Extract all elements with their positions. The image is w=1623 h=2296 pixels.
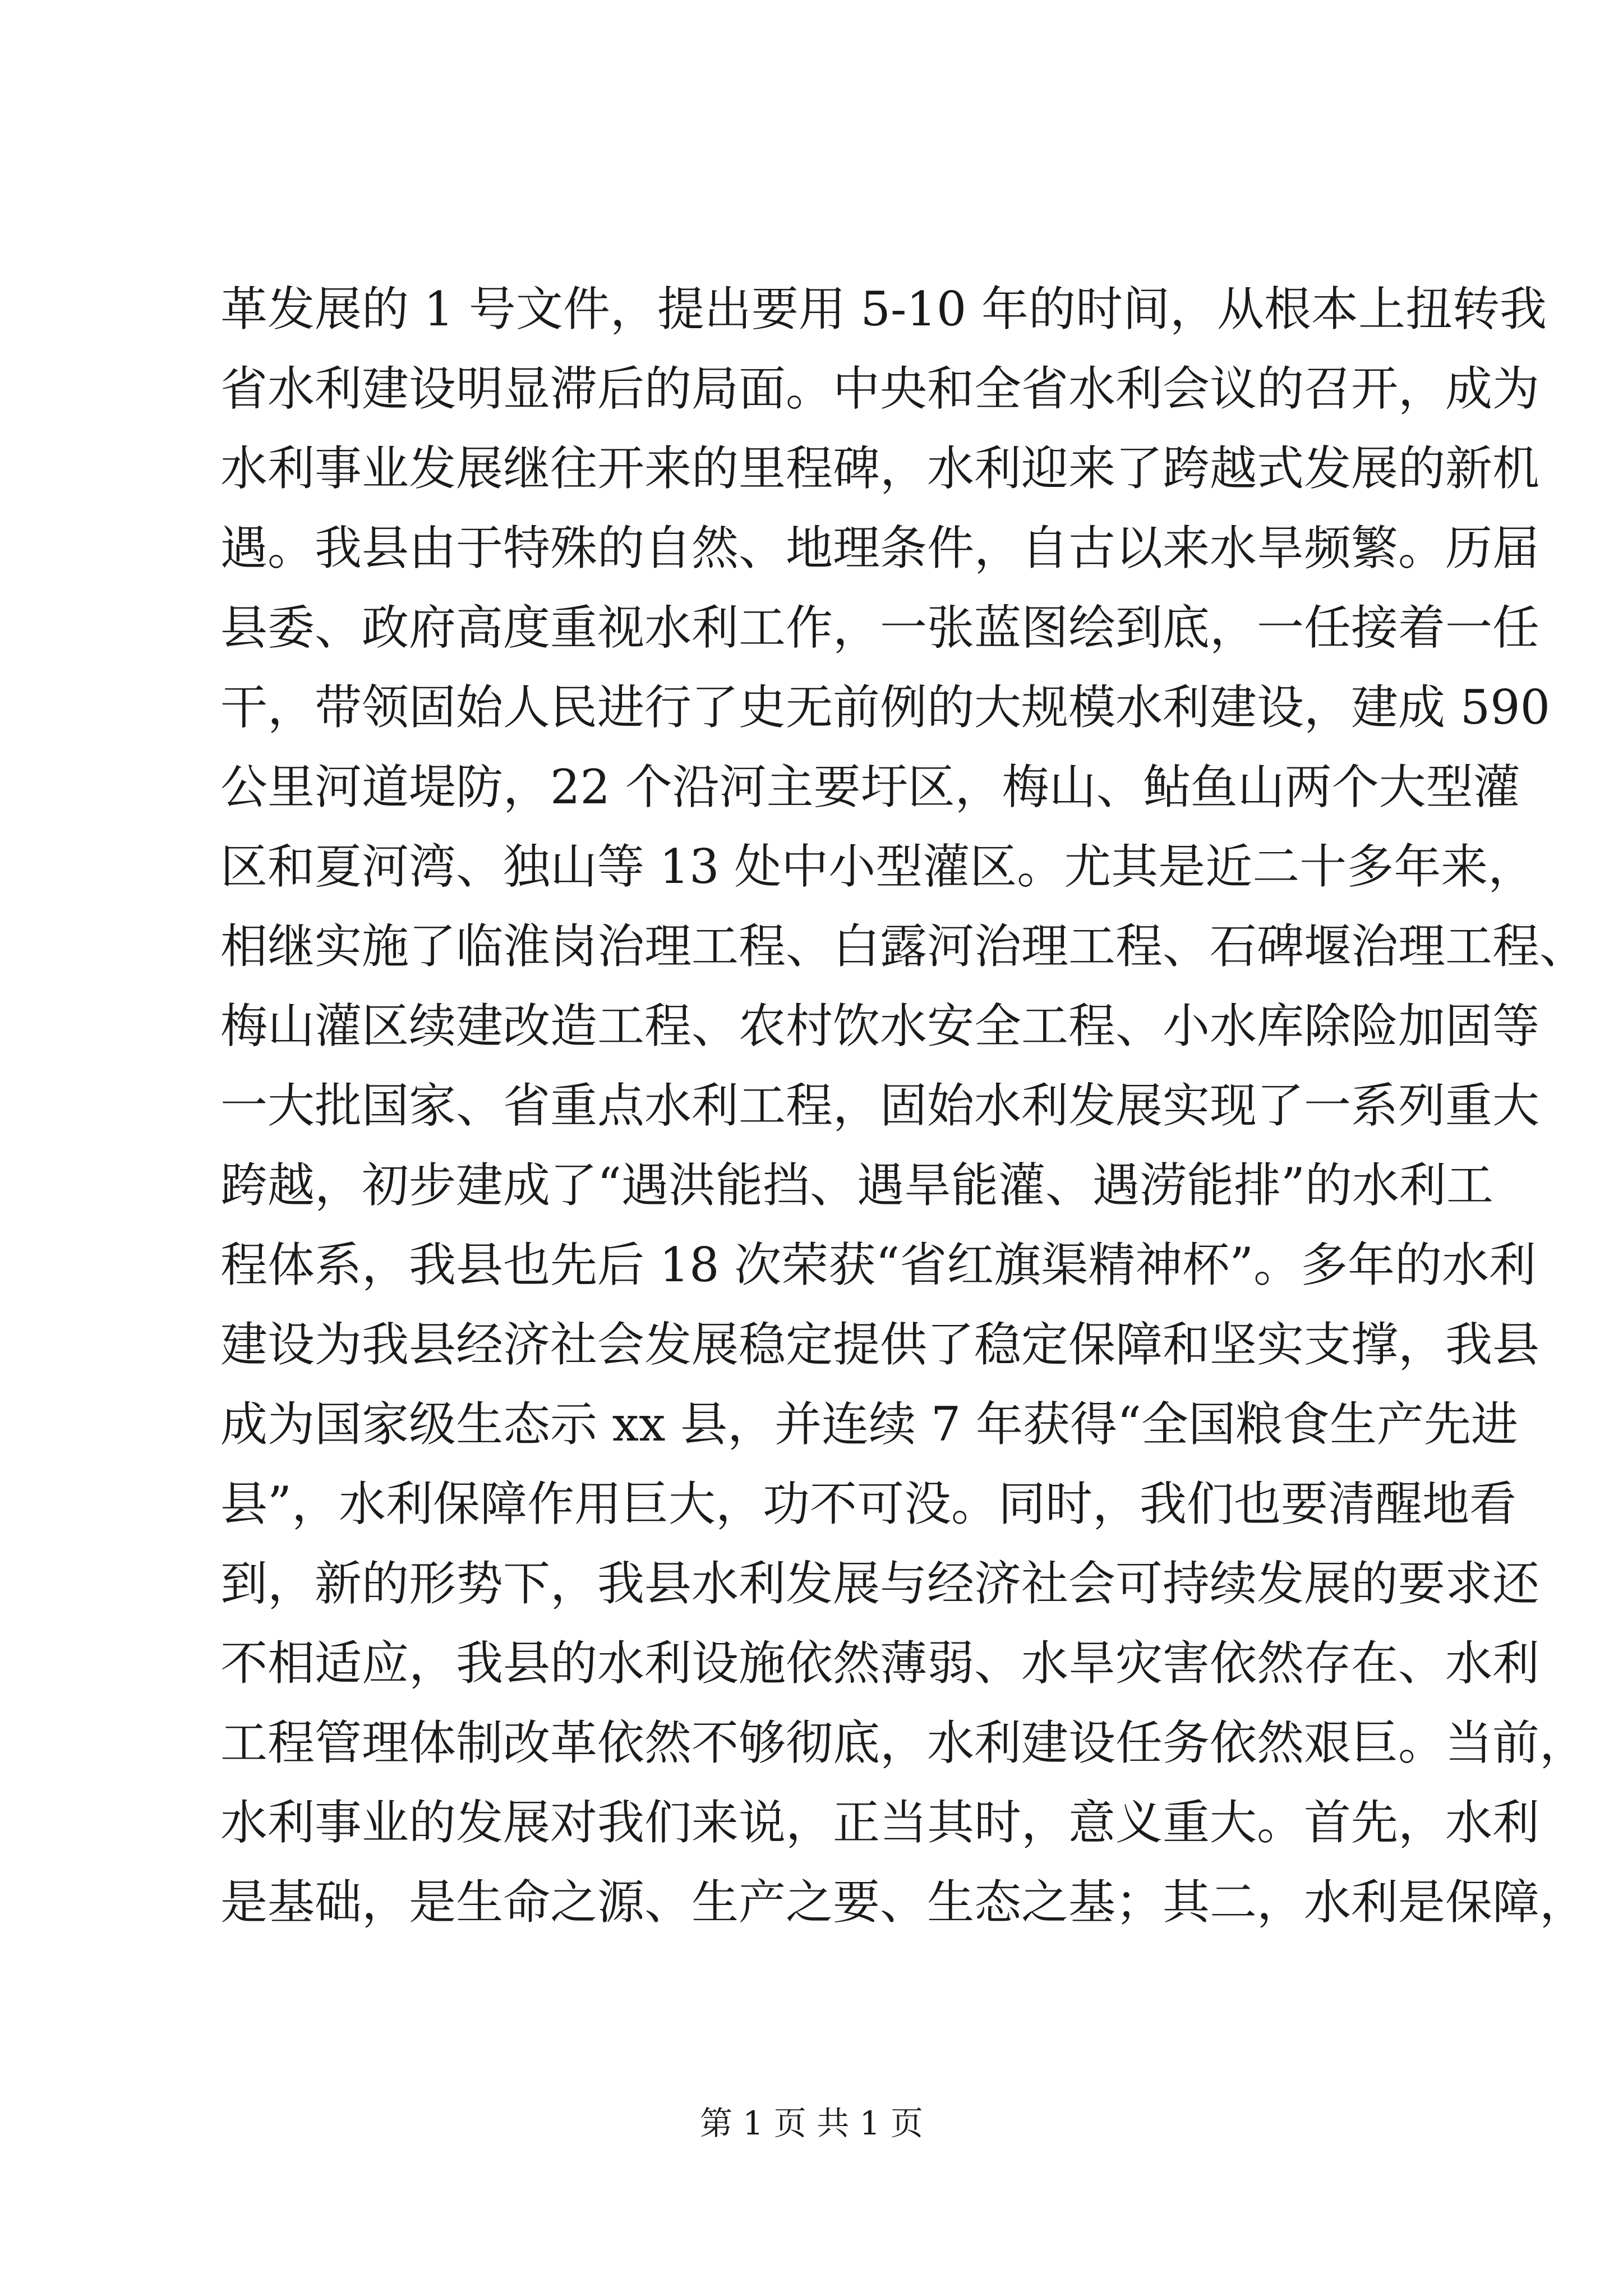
text-line: 程体系，我县也先后 18 次荣获“省红旗渠精神杯”。多年的水利 xyxy=(220,1237,1537,1292)
text-line: 水利事业发展继往开来的里程碑，水利迎来了跨越式发展的新机 xyxy=(220,441,1540,496)
text-line: 梅山灌区续建改造工程、农村饮水安全工程、小水库除险加固等 xyxy=(220,999,1540,1053)
text-line: 到，新的形势下，我县水利发展与经济社会可持续发展的要求还 xyxy=(220,1556,1540,1611)
page-number-footer: 第 1 页 共 1 页 xyxy=(700,2104,923,2142)
text-line: 区和夏河湾、独山等 13 处中小型灌区。尤其是近二十多年来， xyxy=(220,839,1536,894)
body-paragraph xyxy=(220,269,1587,1942)
text-line: 不相适应，我县的水利设施依然薄弱、水旱灾害依然存在、水利 xyxy=(220,1636,1540,1691)
text-line: 建设为我县经济社会发展稳定提供了稳定保障和坚实支撑，我县 xyxy=(220,1317,1540,1372)
text-line: 成为国家级生态示 xx 县，并连续 7 年获得“全国粮食生产先进 xyxy=(220,1397,1518,1452)
text-line: 县委、政府高度重视水利工作，一张蓝图绘到底，一任接着一任 xyxy=(220,600,1540,655)
text-line: 是基础，是生命之源、生产之要、生态之基；其二，水利是保障， xyxy=(220,1875,1587,1930)
text-line: 县”，水利保障作用巨大，功不可没。同时，我们也要清醒地看 xyxy=(220,1476,1516,1531)
text-line: 相继实施了临淮岗治理工程、白露河治理工程、石碑堰治理工程、 xyxy=(220,919,1587,974)
text-line: 遇。我县由于特殊的自然、地理条件，自古以来水旱频繁。历届 xyxy=(220,521,1540,576)
text-line: 革发展的 1 号文件，提出要用 5-10 年的时间，从根本上扭转我 xyxy=(220,282,1547,337)
text-line: 水利事业的发展对我们来说，正当其时，意义重大。首先，水利 xyxy=(220,1795,1540,1850)
text-line: 一大批国家、省重点水利工程，固始水利发展实现了一系列重大 xyxy=(220,1078,1540,1133)
text-line: 工程管理体制改革依然不够彻底，水利建设任务依然艰巨。当前， xyxy=(220,1715,1587,1770)
text-line: 省水利建设明显滞后的局面。中央和全省水利会议的召开，成为 xyxy=(220,361,1540,416)
text-line: 跨越，初步建成了“遇洪能挡、遇旱能灌、遇涝能排”的水利工 xyxy=(220,1158,1493,1213)
text-line: 干，带领固始人民进行了史无前例的大规模水利建设，建成 590 xyxy=(220,680,1551,735)
text-line: 公里河道堤防，22 个沿河主要圩区，梅山、鲇鱼山两个大型灌 xyxy=(220,760,1520,815)
